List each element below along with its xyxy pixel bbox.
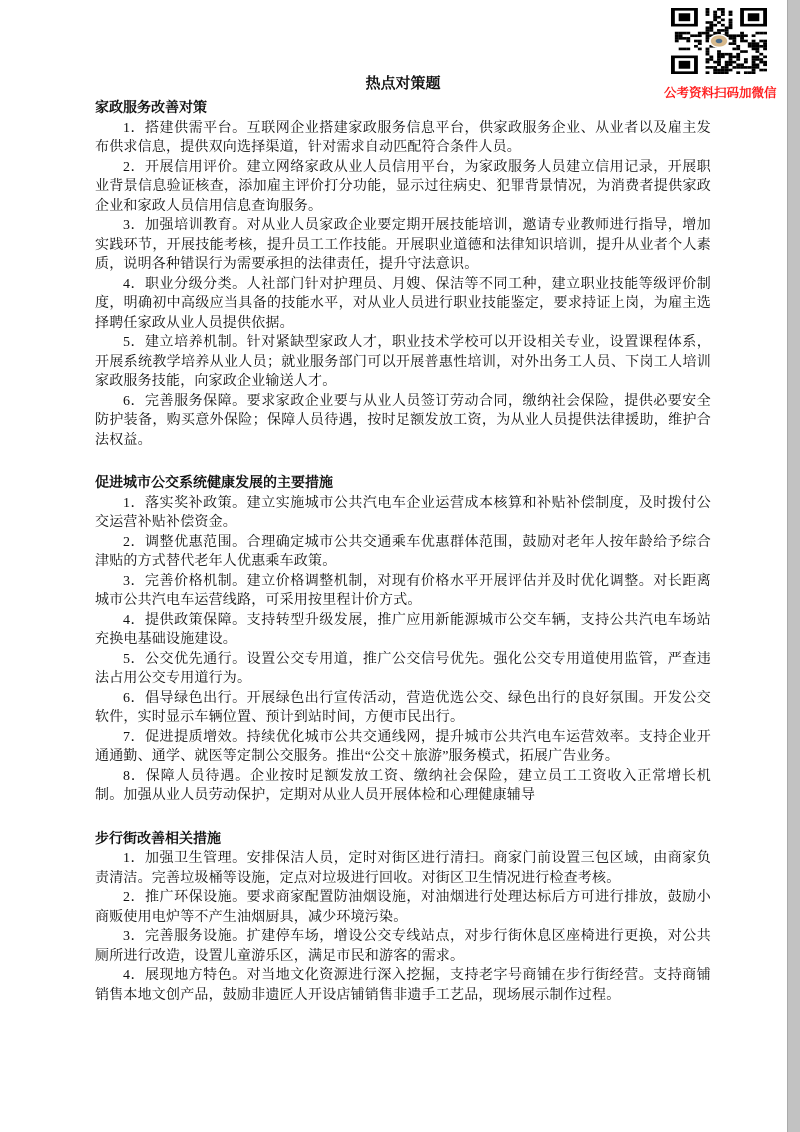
section-public-transit [95,474,711,806]
paragraph: 1．加强卫生管理。安排保洁人员，定时对街区进行清扫。商家门前设置三包区域，由商家负责清洁。完善垃圾桶等设施，定点对垃圾进行回收。对街区卫生情况进行检查考核。 [95,851,711,886]
section-housekeeping [95,99,711,450]
qr-caption: 公考资料扫码加微信 [664,86,777,100]
paragraph: 2．开展信用评价。建立网络家政从业人员信用平台，为家政服务人员建立信用记录，开展职业背景信息验证核查，添加雇主评价打分功能，显示过往病史、犯罪背景情况，为消费者提供家政企业和家政人员信用信息查询服务。 [95,159,711,214]
paragraph: 1．搭建供需平台。互联网企业搭建家政服务信息平台，供家政服务企业、从业者以及雇主发布供求信息，提供双向选择渠道，针对需求自动匹配符合条件人员。 [95,120,711,155]
paragraph: 5．建立培养机制。针对紧缺型家政人才，职业技术学校可以开设相关专业，设置课程体系，开展系统教学培养从业人员；就业服务部门可以开展普惠性培训，对外出务工人员、下岗工人培训家政服务技能，向家政企业输送人才。 [95,335,711,389]
page-title: 热点对策题 [365,76,441,92]
section-heading: 促进城市公交系统健康发展的主要措施 [95,476,333,491]
section-heading: 家政服务改善对策 [95,101,207,116]
paragraph: 3．完善价格机制。建立价格调整机制，对现有价格水平开展评估并及时优化调整。对长距离城市公共汽电车运营线路，可采用按里程计价方式。 [95,573,711,608]
paragraph: 6．完善服务保障。要求家政企业要与从业人员签订劳动合同，缴纳社会保险，提供必要安全防护装备，购买意外保险；保障人员待遇，按时足额发放工资，为从业人员提供法律援助，维护合法权益。 [95,393,711,448]
section-heading: 步行街改善相关措施 [95,831,221,847]
document-body [95,72,711,1005]
qr-code-icon [671,8,767,74]
paragraph: 2．调整优惠范围。合理确定城市公共交通乘车优惠群体范围，鼓励对老年人按年龄给予综合津贴的方式替代老年人优惠乘车政策。 [95,534,711,569]
paragraph: 7．促进提质增效。持续优化城市公共交通线网，提升城市公共汽电车运营效率。支持企业开通通勤、通学、就医等定制公交服务。推出“公交＋旅游”服务模式，拓展广告业务。 [95,729,711,764]
paragraph: 4．展现地方特色。对当地文化资源进行深入挖掘，支持老字号商铺在步行街经营。支持商铺销售本地文创产品，鼓励非遗匠人开设店铺销售非遗手工艺品，现场展示制作过程。 [95,968,711,1003]
paragraph: 8．保障人员待遇。企业按时足额发放工资、缴纳社会保险，建立员工工资收入正常增长机制。加强从业人员劳动保护，定期对从业人员开展体检和心理健康辅导 [95,768,711,803]
page-edge-strip [787,0,800,1132]
paragraph: 4．提供政策保障。支持转型升级发展，推广应用新能源城市公交车辆，支持公共汽电车场站充换电基础设施建设。 [95,612,711,647]
paragraph: 3．完善服务设施。扩建停车场，增设公交专线站点，对步行街休息区座椅进行更换，对公共厕所进行改造，设置儿童游乐区，满足市民和游客的需求。 [95,929,711,964]
paragraph: 3．加强培训教育。对从业人员家政企业要定期开展技能培训，邀请专业教师进行指导，增加实践环节，开展技能考核，提升员工工作技能。开展职业道德和法律知识培训，提升从业者个人素质，说明各种错误行为需要承担的法律责任，提升守法意识。 [95,218,711,272]
paragraph: 2．推广环保设施。要求商家配置防油烟设施，对油烟进行处理达标后方可进行排放，鼓励小商贩使用电炉等不产生油烟厨具，减少环境污染。 [95,890,711,925]
paragraph: 6．倡导绿色出行。开展绿色出行宣传活动，营造优选公交、绿色出行的良好氛围。开发公交软件，实时显示车辆位置、预计到站时间，方便市民出行。 [95,690,711,725]
paragraph: 1．落实奖补政策。建立实施城市公共汽电车企业运营成本核算和补贴补偿制度，及时拨付公交运营补贴补偿资金。 [95,495,711,530]
paragraph: 5．公交优先通行。设置公交专用道，推广公交信号优先。强化公交专用道使用监管，严查违法占用公交专用道行为。 [95,651,711,686]
paragraph: 4．职业分级分类。人社部门针对护理员、月嫂、保洁等不同工种，建立职业技能等级评价制度，明确初中高级应当具备的技能水平，对从业人员进行职业技能鉴定，要求持证上岗，为雇主选择聘任家政从业人员提供依据。 [95,276,711,331]
section-pedestrian-street [95,830,711,1006]
